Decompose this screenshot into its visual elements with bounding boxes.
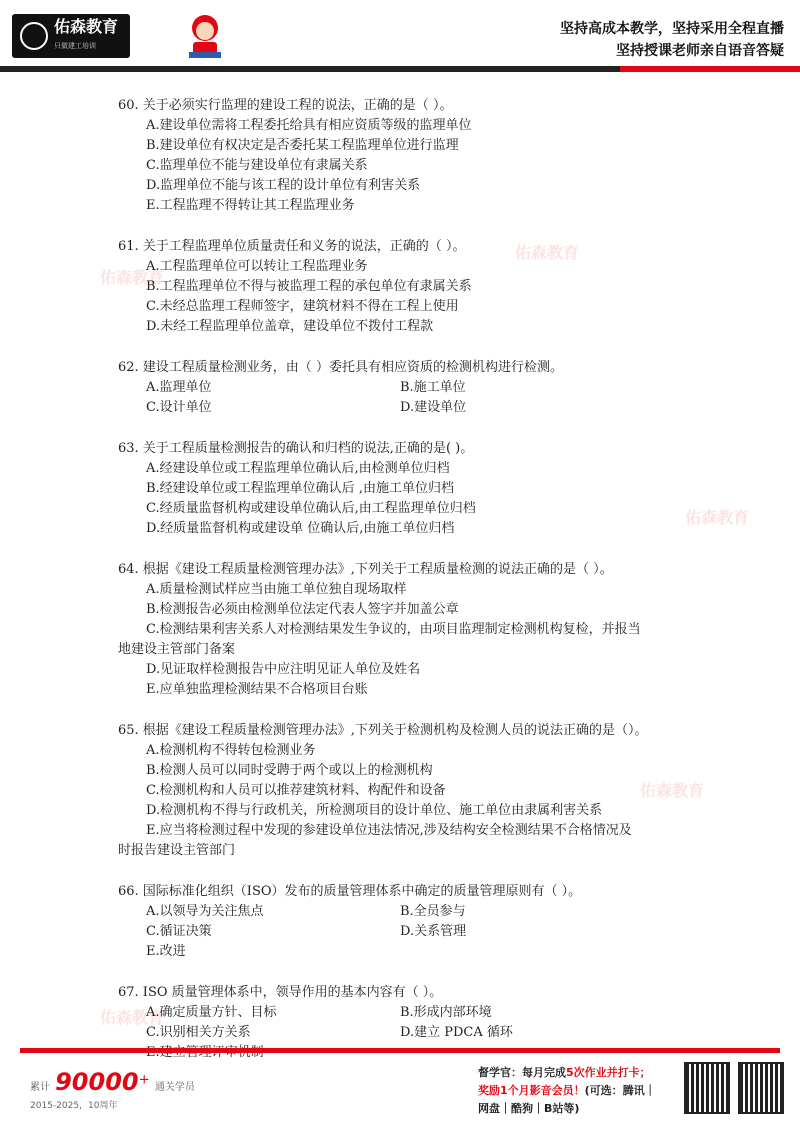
slogan-line-1: 坚持高成本教学，坚持采用全程直播	[560, 21, 784, 37]
question-63	[110, 439, 710, 539]
question-stem: 60. 关于必须实行监理的建设工程的说法，正确的是（ ）。	[118, 98, 453, 113]
option: D.监理单位不能与该工程的设计单位有利害关系	[146, 178, 421, 193]
watermark: 佑森教育	[100, 1008, 165, 1027]
option: B.工程监理单位不得与被监理工程的承包单位有隶属关系	[146, 279, 472, 294]
slogan-line-2: 坚持授课老师亲自语音答疑	[616, 43, 784, 59]
promo-highlight: 奖励1个月影音会员！	[478, 1084, 585, 1097]
question-stem: 65. 根据《建设工程质量检测管理办法》,下列关于检测机构及检测人员的说法正确的是（）。	[118, 723, 648, 738]
question-64	[110, 560, 710, 700]
option: A.质量检测试样应当由施工单位独自现场取样	[146, 582, 407, 597]
logo-name: 佑森教育	[54, 16, 119, 36]
logo-mark-icon	[20, 22, 48, 50]
option: A.以领导为关注焦点	[146, 904, 264, 919]
option: C.检测机构和人员可以推荐建筑材料、构配件和设备	[146, 783, 446, 798]
passed-students-label: 通关学员	[154, 1082, 195, 1093]
question-66	[110, 882, 710, 962]
logo-subtitle: 只做建工培训	[54, 41, 96, 50]
option: B.检测报告必须由检测单位法定代表人签字并加盖公章	[146, 602, 459, 617]
promo-part: 网盘｜酷狗｜B站等)	[478, 1102, 580, 1115]
option: A.建设单位需将工程委托给具有相应资质等级的监理单位	[146, 118, 472, 133]
option: C.经质量监督机构或建设单位确认后,由工程监理单位归档	[146, 501, 476, 516]
page-footer	[0, 1040, 800, 1132]
option: E.工程监理不得转让其工程监理业务	[146, 198, 355, 213]
header-divider-dark	[0, 66, 620, 72]
option: C.检测结果利害关系人对检测结果发生争议的，由项目监理制定检测机构复检，并报当	[146, 622, 641, 637]
mascot-icon	[185, 12, 225, 62]
option: C.未经总监理工程师签字，建筑材料不得在工程上使用	[146, 299, 459, 314]
question-stem: 67. ISO 质量管理体系中，领导作用的基本内容有（ ）。	[118, 985, 443, 1000]
cumulative-label: 累计	[30, 1082, 50, 1093]
option: D.建立 PDCA 循环	[400, 1025, 513, 1040]
option: C.识别相关方关系	[146, 1025, 251, 1040]
question-60	[110, 96, 710, 216]
option: A.检测机构不得转包检测业务	[146, 743, 316, 758]
option: C.监理单位不能与建设单位有隶属关系	[146, 158, 368, 173]
option: A.工程监理单位可以转让工程监理业务	[146, 259, 368, 274]
header-divider-red	[620, 66, 800, 72]
question-stem: 63. 关于工程质量检测报告的确认和归档的说法,正确的是( )。	[118, 441, 474, 456]
student-count-value: 90000	[55, 1068, 139, 1096]
promo-text	[478, 1064, 690, 1118]
anniversary: 2015-2025，10周年	[30, 1101, 118, 1111]
question-65	[110, 721, 710, 861]
question-stem: 62. 建设工程质量检测业务，由（ ）委托具有相应资质的检测机构进行检测。	[118, 360, 563, 375]
watermark: 佑森教育	[685, 508, 750, 527]
option-continuation: 地建设主管部门备案	[118, 642, 236, 657]
qr-code-icon	[738, 1062, 784, 1114]
option: D.检测机构不得与行政机关，所检测项目的设计单位、施工单位由隶属利害关系	[146, 803, 603, 818]
option: B.检测人员可以同时受聘于两个或以上的检测机构	[146, 763, 433, 778]
promo-highlight: 5次作业并打卡；	[566, 1066, 651, 1079]
plus-sign: +	[138, 1072, 150, 1088]
option: A.监理单位	[146, 380, 212, 395]
option: A.确定质量方针、目标	[146, 1005, 277, 1020]
option: B.建设单位有权决定是否委托某工程监理单位进行监理	[146, 138, 459, 153]
option: A.经建设单位或工程监理单位确认后,由检测单位归档	[146, 461, 450, 476]
option: E.改进	[146, 944, 186, 959]
question-stem: 61. 关于工程监理单位质量责任和义务的说法，正确的（ ）。	[118, 239, 466, 254]
student-count	[30, 1068, 195, 1111]
option: D.见证取样检测报告中应注明见证人单位及姓名	[146, 662, 421, 677]
slogan	[560, 18, 784, 62]
question-61	[110, 237, 710, 337]
question-62	[110, 358, 710, 418]
option: B.经建设单位或工程监理单位确认后 ,由施工单位归档	[146, 481, 454, 496]
option: C.循证决策	[146, 924, 212, 939]
watermark: 佑森教育	[100, 268, 165, 287]
watermark: 佑森教育	[515, 243, 580, 262]
question-stem: 66. 国际标准化组织（ISO）发布的质量管理体系中确定的质量管理原则有（ ）。	[118, 884, 582, 899]
option: B.形成内部环境	[400, 1005, 492, 1020]
option: E.应单独监理检测结果不合格项目台账	[146, 682, 368, 697]
option: B.施工单位	[400, 380, 466, 395]
promo-part: (可选：腾讯｜	[584, 1084, 656, 1097]
qr-code-icon	[684, 1062, 730, 1114]
question-stem: 64. 根据《建设工程质量检测管理办法》,下列关于工程质量检测的说法正确的是（ ）。	[118, 562, 613, 577]
option: D.未经工程监理单位盖章，建设单位不拨付工程款	[146, 319, 434, 334]
option: D.关系管理	[400, 924, 467, 939]
question-list	[110, 96, 710, 1084]
option: D.建设单位	[400, 400, 467, 415]
footer-divider	[20, 1048, 780, 1053]
logo	[12, 14, 130, 58]
page-header	[0, 0, 800, 82]
watermark: 佑森教育	[640, 781, 705, 800]
option-continuation: 时报告建设主管部门	[118, 843, 236, 858]
option: C.设计单位	[146, 400, 212, 415]
promo-part: 督学官：每月完成	[478, 1066, 566, 1079]
option: D.经质量监督机构或建设单 位确认后,由施工单位归档	[146, 521, 455, 536]
option: E.应当将检测过程中发现的参建设单位违法情况,涉及结构安全检测结果不合格情况及	[146, 823, 632, 838]
option: B.全员参与	[400, 904, 466, 919]
